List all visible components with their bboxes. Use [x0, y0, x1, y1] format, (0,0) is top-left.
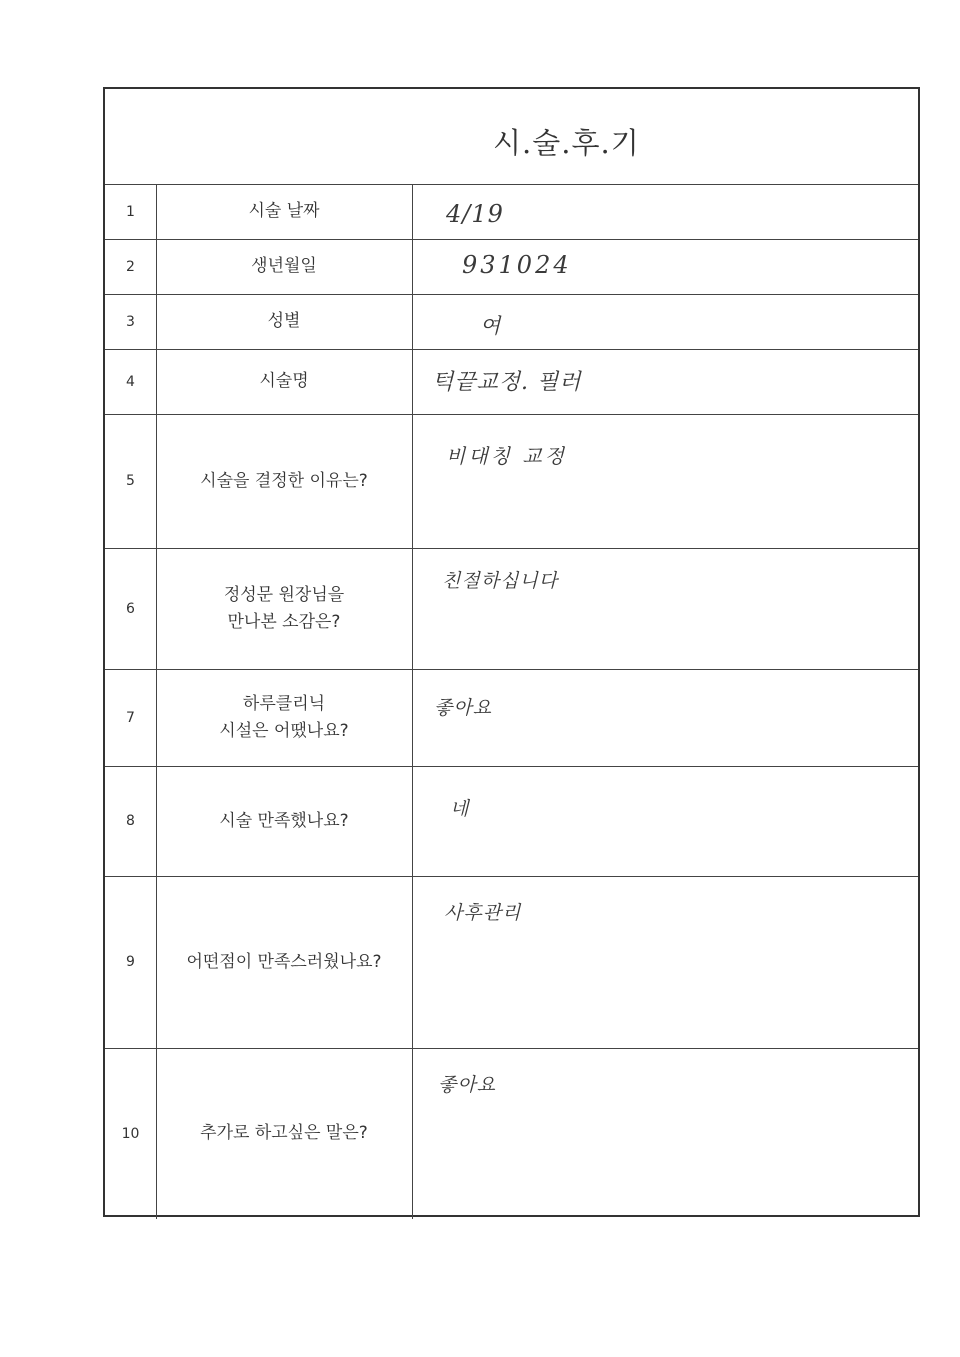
row-question: 시술 날짜	[156, 184, 413, 239]
row-question: 시술명	[156, 349, 413, 414]
row-answer-cell	[412, 294, 918, 349]
row-answer: 여	[480, 314, 502, 338]
row-number: 4	[105, 349, 157, 414]
row-question: 하루클리닉 시설은 어땠나요?	[156, 669, 413, 766]
row-number: 10	[105, 1048, 157, 1219]
row-number: 7	[105, 669, 157, 766]
review-form	[103, 87, 920, 1217]
row-answer: 비대칭 교정	[446, 444, 567, 468]
form-row-facility	[105, 669, 918, 767]
row-answer: 턱끝교정. 필러	[432, 370, 582, 395]
row-answer-cell	[412, 548, 918, 669]
row-number: 3	[105, 294, 157, 349]
row-number: 9	[105, 876, 157, 1048]
row-number: 1	[105, 184, 157, 239]
row-answer-cell	[412, 766, 918, 876]
row-question: 성별	[156, 294, 413, 349]
form-row-satisfied-points	[105, 876, 918, 1049]
form-title: 시.술.후.기	[493, 126, 640, 160]
form-title-cell	[105, 89, 918, 185]
row-answer-cell	[412, 184, 918, 239]
row-answer-cell	[412, 239, 918, 294]
form-row-date	[105, 184, 918, 240]
row-question: 정성문 원장님을 만나본 소감은?	[156, 548, 413, 669]
row-question: 생년월일	[156, 239, 413, 294]
form-row-satisfaction	[105, 766, 918, 877]
form-row-gender	[105, 294, 918, 350]
row-answer: 931024	[462, 251, 572, 279]
row-number: 2	[105, 239, 157, 294]
row-question: 시술을 결정한 이유는?	[156, 414, 413, 548]
row-question: 추가로 하고싶은 말은?	[156, 1048, 413, 1219]
form-row-procedure	[105, 349, 918, 415]
row-answer: 좋아요	[434, 697, 493, 719]
row-answer-cell	[412, 349, 918, 414]
row-number: 8	[105, 766, 157, 876]
form-row-doctor-impression	[105, 548, 918, 670]
row-answer: 좋아요	[438, 1074, 497, 1096]
row-number: 6	[105, 548, 157, 669]
form-row-birthdate	[105, 239, 918, 295]
row-answer-cell	[412, 414, 918, 548]
row-answer: 네	[450, 798, 470, 820]
row-answer: 4/19	[446, 200, 504, 228]
row-number: 5	[105, 414, 157, 548]
row-question: 어떤점이 만족스러웠나요?	[156, 876, 413, 1048]
row-answer: 친절하십니다	[442, 570, 559, 592]
row-answer-cell	[412, 876, 918, 1048]
form-row-additional-comments	[105, 1048, 918, 1219]
row-answer-cell	[412, 669, 918, 766]
form-row-reason	[105, 414, 918, 549]
row-answer: 사후관리	[444, 902, 522, 924]
row-question: 시술 만족했나요?	[156, 766, 413, 876]
row-answer-cell	[412, 1048, 918, 1219]
